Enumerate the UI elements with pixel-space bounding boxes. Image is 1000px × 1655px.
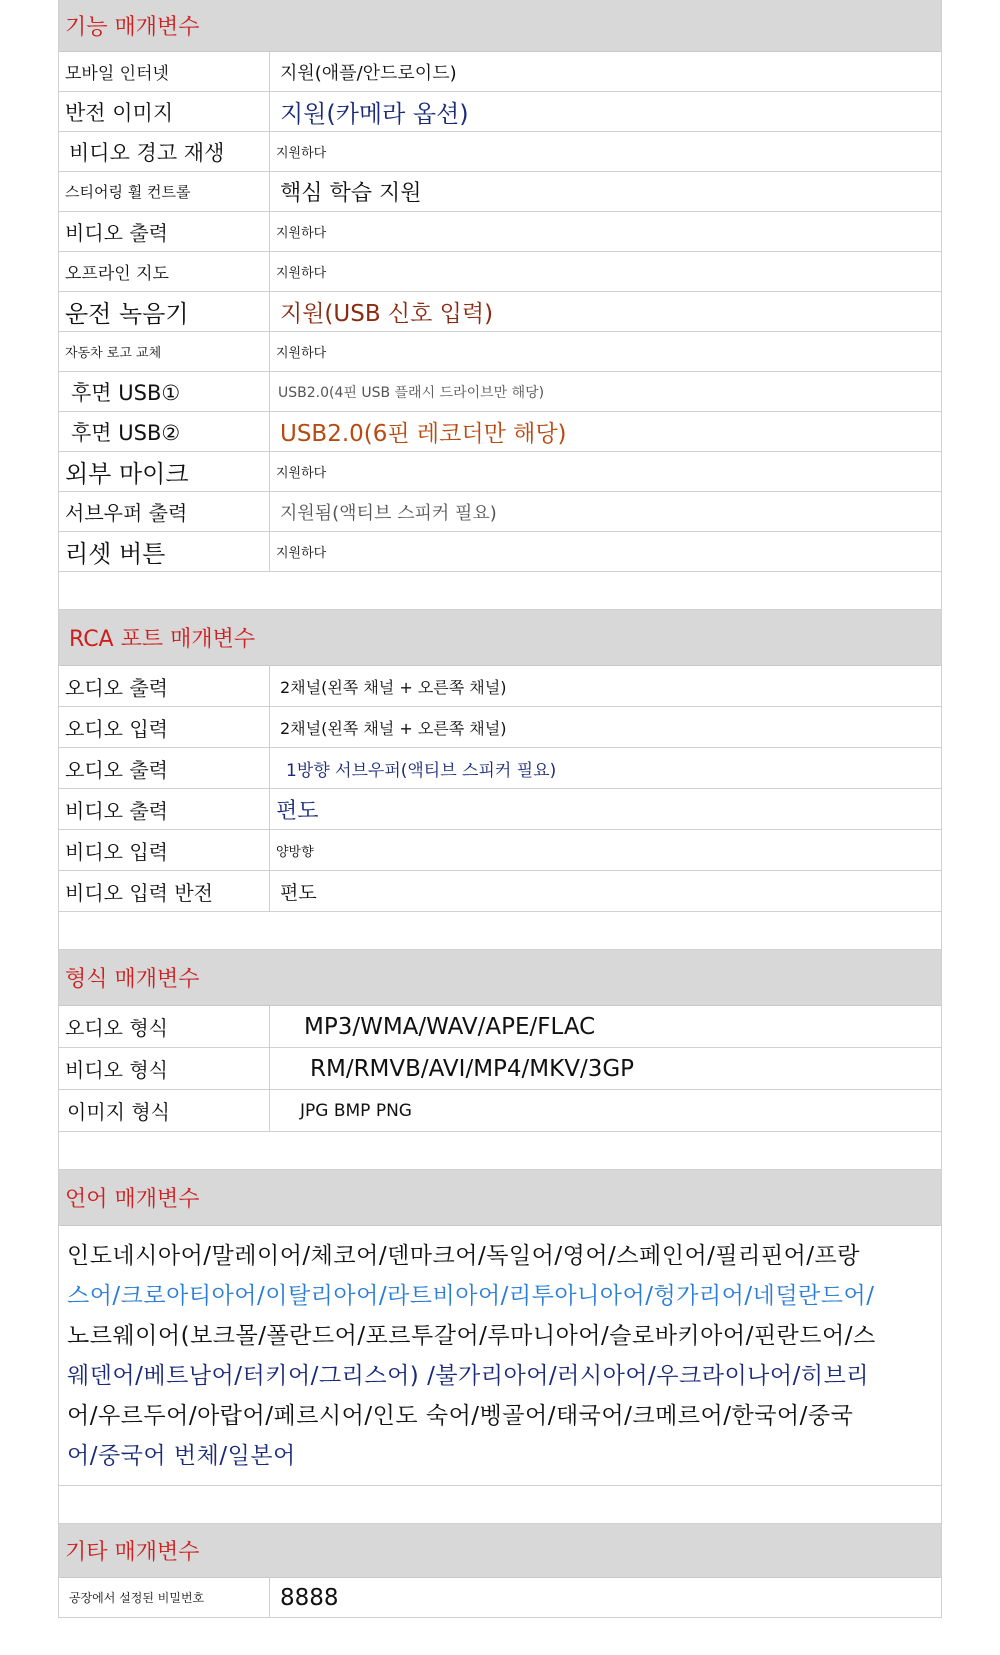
table-row: [59, 252, 941, 292]
row-value: USB2.0(4핀 USB 플래시 드라이브만 해당): [278, 384, 545, 401]
row-label: 이미지 형식: [59, 1090, 270, 1131]
language-line: 어/우르두어/아랍어/페르시어/인도 숙어/벵골어/태국어/크메르어/한국어/중국: [67, 1403, 854, 1429]
row-value: 지원하다: [276, 466, 327, 481]
section-spacer: [59, 1132, 941, 1170]
section-title: 언어 매개변수: [65, 1187, 200, 1212]
table-row: [59, 92, 941, 132]
row-label: 비디오 입력: [59, 830, 270, 870]
row-label: 스티어링 휠 컨트롤: [59, 172, 270, 211]
row-label: 비디오 형식: [59, 1048, 270, 1089]
section-header-function: [59, 0, 941, 52]
row-value: 편도: [276, 798, 319, 824]
section-header-other: [59, 1524, 941, 1578]
table-row: [59, 1090, 941, 1132]
row-value: 지원(애플/안드로이드): [280, 62, 457, 84]
row-label: 공장에서 설정된 비밀번호: [59, 1578, 270, 1617]
row-label: 자동차 로고 교체: [59, 332, 270, 371]
table-row: [59, 52, 941, 92]
row-value: 8888: [280, 1584, 339, 1611]
row-label: 오디오 출력: [59, 748, 270, 788]
language-list: [59, 1226, 941, 1486]
table-row: [59, 492, 941, 532]
table-row: [59, 789, 941, 830]
table-row: [59, 871, 941, 912]
row-value: JPG BMP PNG: [300, 1100, 412, 1121]
row-label: 비디오 경고 재생: [59, 132, 270, 171]
row-label: 비디오 입력 반전: [59, 871, 270, 911]
section-title: 기타 매개변수: [65, 1540, 200, 1565]
row-value: 1방향 서브우퍼(액티브 스피커 필요): [286, 760, 557, 781]
row-label: 운전 녹음기: [59, 292, 270, 331]
row-value: USB2.0(6핀 레코더만 해당): [280, 421, 567, 447]
section-spacer: [59, 1486, 941, 1524]
section-header-rca: [59, 610, 941, 666]
row-label: 오디오 형식: [59, 1006, 270, 1047]
row-value: 지원됨(액티브 스피커 필요): [280, 502, 497, 524]
language-line: 웨덴어/베트남어/터키어/그리스어) /불가리아어/러시아어/우크라이나어/히브리: [67, 1363, 870, 1389]
row-value: 2채널(왼쪽 채널 + 오른쪽 채널): [280, 677, 507, 697]
table-row: [59, 372, 941, 412]
row-label: 비디오 출력: [59, 212, 270, 251]
row-label: 오디오 입력: [59, 707, 270, 747]
language-line: 어/중국어 번체/일본어: [67, 1443, 296, 1469]
table-row: [59, 212, 941, 252]
section-title: RCA 포트 매개변수: [69, 627, 256, 652]
row-label: 오디오 출력: [59, 666, 270, 706]
row-label: 서브우퍼 출력: [59, 492, 270, 531]
row-value: MP3/WMA/WAV/APE/FLAC: [304, 1013, 596, 1040]
language-line: 노르웨이어(보크몰/폴란드어/포르투갈어/루마니아어/슬로바키아어/핀란드어/스: [67, 1323, 876, 1349]
table-row: [59, 132, 941, 172]
language-line: 인도네시아어/말레이어/체코어/덴마크어/독일어/영어/스페인어/필리핀어/프랑: [67, 1243, 860, 1269]
row-label: 오프라인 지도: [59, 252, 270, 291]
table-row: [59, 532, 941, 572]
row-value: 핵심 학습 지원: [280, 181, 422, 206]
table-row: [59, 666, 941, 707]
section-title: 형식 매개변수: [65, 967, 200, 992]
table-row: [59, 830, 941, 871]
row-value: 지원(카메라 옵션): [280, 100, 469, 128]
row-label: 비디오 출력: [59, 789, 270, 829]
row-value: 지원(USB 신호 입력): [280, 301, 494, 327]
section-spacer: [59, 912, 941, 950]
row-value: 지원하다: [276, 266, 327, 281]
row-label: 반전 이미지: [59, 92, 270, 131]
row-value: 편도: [280, 881, 317, 904]
spec-sheet: [58, 0, 942, 1618]
row-value: 지원하다: [276, 546, 327, 561]
table-row: [59, 1048, 941, 1090]
row-label: 외부 마이크: [59, 452, 270, 491]
section-header-language: [59, 1170, 941, 1226]
row-value: RM/RMVB/AVI/MP4/MKV/3GP: [310, 1055, 635, 1082]
table-row: [59, 452, 941, 492]
section-title: 기능 매개변수: [65, 15, 200, 40]
row-label: 모바일 인터넷: [59, 52, 270, 91]
table-row: [59, 172, 941, 212]
row-value: 지원하다: [276, 346, 327, 361]
section-spacer: [59, 572, 941, 610]
row-value: 양방향: [276, 844, 314, 860]
row-value: 지원하다: [276, 226, 327, 241]
table-row: [59, 412, 941, 452]
row-label: 리셋 버튼: [59, 532, 270, 571]
table-row: [59, 332, 941, 372]
row-value: 지원하다: [276, 146, 327, 161]
row-value: 2채널(왼쪽 채널 + 오른쪽 채널): [280, 718, 507, 738]
language-line: 스어/크로아티아어/이탈리아어/라트비아어/리투아니아어/헝가리어/네덜란드어/: [67, 1283, 875, 1309]
table-row: [59, 292, 941, 332]
section-header-format: [59, 950, 941, 1006]
row-label: 후면 USB②: [59, 412, 270, 451]
table-row: [59, 1578, 941, 1618]
table-row: [59, 1006, 941, 1048]
table-row: [59, 707, 941, 748]
table-row: [59, 748, 941, 789]
row-label: 후면 USB①: [59, 372, 270, 411]
